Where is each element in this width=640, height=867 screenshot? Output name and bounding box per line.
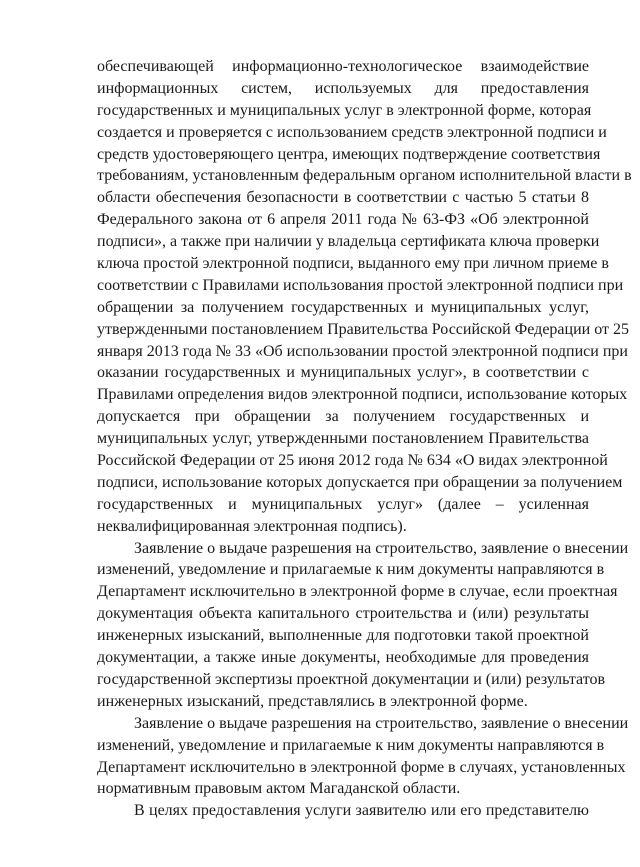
text-line: обеспечивающей информационно-технологическое взаимодействие (97, 58, 589, 75)
text-line: информационных систем, используемых для предоставления (97, 79, 589, 97)
text-line: допускается при обращении за получением государственных и (97, 408, 589, 426)
paragraph (97, 800, 589, 822)
text-line: изменений, уведомление и прилагаемые к ним документы направляются в (97, 561, 605, 579)
text-line: подписи», а также при наличии у владельца сертификата ключа проверки (97, 233, 600, 251)
text-line: нормативным правовым актом Магаданской области. (97, 780, 461, 798)
text-line: неквалифицированная электронная подпись). (97, 517, 407, 535)
text-line: инженерных изысканий, представлялись в электронной форме. (97, 692, 528, 710)
text-line: требованиям, установленным федеральным органом исполнительной власти в (97, 167, 632, 185)
text-line: подписи, использование которых допускается при обращении за получением (97, 473, 623, 491)
text-line: государственной экспертизы проектной документации и (или) результатов (97, 670, 606, 688)
text-line: утвержденными постановлением Правительства Российской Федерации от 25 (97, 320, 629, 338)
text-line: изменений, уведомление и прилагаемые к ним документы направляются в (97, 736, 605, 754)
text-line: Федерального закона от 6 апреля 2011 года № 63-ФЗ «Об электронной (97, 211, 589, 229)
text-line: создается и проверяется с использованием средств электронной подписи и (97, 123, 607, 141)
paragraph (97, 713, 629, 801)
paragraph (97, 538, 629, 713)
text-line: Департамент исключительно в электронной форме в случае, если проектная (97, 583, 618, 601)
text-line: средств удостоверяющего центра, имеющих подтверждение соответствия (97, 145, 601, 163)
paragraph (97, 56, 632, 538)
document-page (97, 56, 632, 822)
text-line: Заявление о выдаче разрешения на строительство, заявление о внесении (134, 539, 629, 557)
text-line: Департамент исключительно в электронной форме в случаях, установленных (97, 758, 626, 776)
text-line: ключа простой электронной подписи, выданного ему при личном приеме в (97, 255, 609, 273)
text-line: муниципальных услуг, утвержденными постановлением Правительства (97, 430, 589, 448)
text-line: государственных и муниципальных услуг в электронной форме, которая (97, 101, 592, 119)
text-line: Правилами определения видов электронной подписи, использование которых (97, 386, 628, 404)
text-line: документации, а также иные документы, необходимые для проведения (97, 649, 589, 667)
text-line: инженерных изысканий, выполненные для подготовки такой проектной (97, 627, 589, 645)
text-line: В целях предоставления услуги заявителю или его представителю (134, 802, 589, 820)
text-line: документация объекта капитального строительства и (или) результаты (97, 605, 589, 623)
text-line: соответствии с Правилами использования простой электронной подписи при (97, 276, 624, 294)
text-line: Российской Федерации от 25 июня 2012 года № 634 «О видах электронной (97, 452, 608, 470)
text-line: января 2013 года № 33 «Об использовании простой электронной подписи при (97, 342, 628, 360)
text-line: области обеспечения безопасности в соответствии с частью 5 статьи 8 (97, 189, 589, 207)
text-line: государственных и муниципальных услуг» (далее – усиленная (97, 495, 589, 513)
text-line: обращении за получением государственных и муниципальных услуг, (97, 298, 589, 316)
text-line: оказании государственных и муниципальных услуг», в соответствии с (97, 364, 589, 382)
text-line: Заявление о выдаче разрешения на строительство, заявление о внесении (134, 714, 629, 732)
